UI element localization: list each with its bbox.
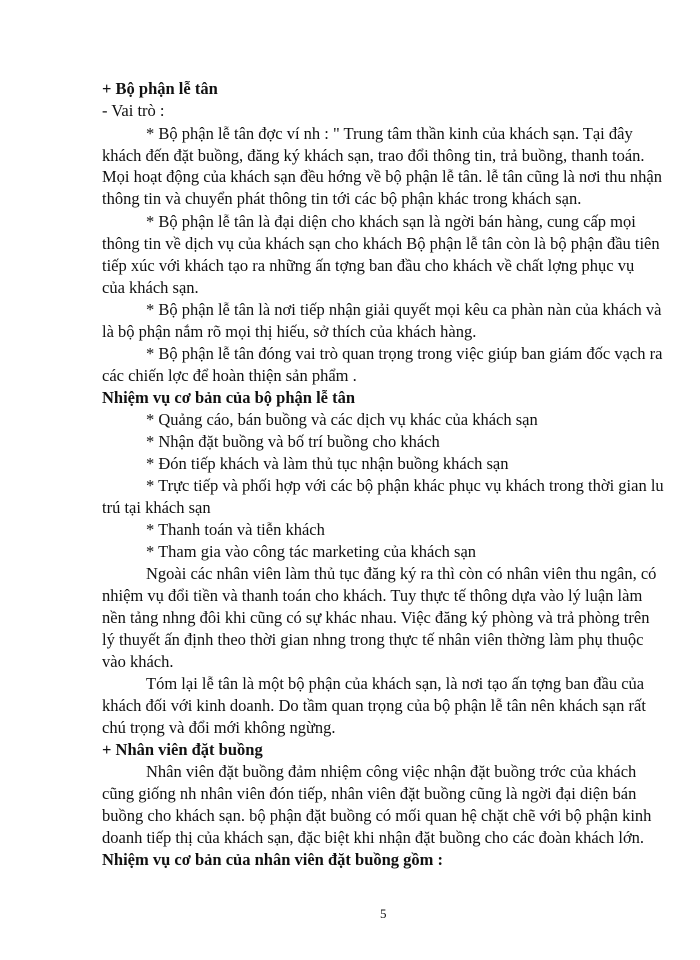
text-line: * Bộ phận lễ tân đóng vai trò quan trọng trong việc giúp ban giám đốc vạch ra xyxy=(146,344,663,363)
text-line: nhiệm vụ đổi tiền và thanh toán cho khách. Tuy thực tế thông dựa vào lý luận làm xyxy=(102,586,643,605)
text-line: doanh tiếp thị của khách sạn, đặc biệt khi nhận đặt buồng cho các đoàn khách lớn. xyxy=(102,828,645,847)
list-item: * Tham gia vào công tác marketing của khách sạn xyxy=(146,542,477,561)
text-line: Mọi hoạt động của khách sạn đều hớng về bộ phận lễ tân. lễ tân cũng là nơi thu nhận xyxy=(102,167,662,186)
page-number: 5 xyxy=(380,906,387,921)
text-line: chú trọng và đổi mới không ngừng. xyxy=(102,718,336,737)
text-line: khách đối với kinh doanh. Do tầm quan trọng của bộ phận lễ tân nên khách sạn rất xyxy=(102,696,646,715)
text-line: * Bộ phận lễ tân là đại diện cho khách sạn là ngời bán hàng, cung cấp mọi xyxy=(146,212,636,231)
text-line: nền tảng nhng đôi khi cũng có sự khác nhau. Việc đăng ký phòng và trả phòng trên xyxy=(102,608,650,627)
text-line: tiếp xúc với khách tạo ra những ấn tợng ban đầu cho khách về chất lợng phục vụ xyxy=(102,256,635,275)
text-line: buồng cho khách sạn. bộ phận đặt buồng có mối quan hệ chặt chẽ với bộ phận kinh xyxy=(102,806,652,825)
section-heading: Nhiệm vụ cơ bản của bộ phận lễ tân xyxy=(102,388,356,407)
text-line: của khách sạn. xyxy=(102,278,199,297)
text-line: thông tin về dịch vụ của khách sạn cho khách Bộ phận lễ tân còn là bộ phận đầu tiên xyxy=(102,234,660,253)
text-line: * Bộ phận lễ tân là nơi tiếp nhận giải quyết mọi kêu ca phàn nàn của khách và xyxy=(146,300,662,319)
text-line: cũng giống nh nhân viên đón tiếp, nhân viên đặt buồng cũng là ngời đại diện bán xyxy=(102,784,637,803)
text-line: * Bộ phận lễ tân đợc ví nh : " Trung tâm thần kinh của khách sạn. Tại đây xyxy=(146,124,633,143)
list-item: trú tại khách sạn xyxy=(102,498,211,517)
list-item: * Nhận đặt buồng và bố trí buồng cho khách xyxy=(146,432,440,451)
section-heading: + Nhân viên đặt buồng xyxy=(102,740,263,759)
text-line: thông tin và chuyển phát thông tin tới các bộ phận khác trong khách sạn. xyxy=(102,189,582,208)
list-item: * Trực tiếp và phối hợp với các bộ phận khác phục vụ khách trong thời gian lu xyxy=(146,476,664,495)
text-line: khách đến đặt buồng, đăng ký khách sạn, trao đổi thông tin, trả buồng, thanh toán. xyxy=(102,146,645,165)
text-line: các chiến lợc để hoàn thiện sản phẩm . xyxy=(102,366,357,385)
text-line: Ngoài các nhân viên làm thủ tục đăng ký ra thì còn có nhân viên thu ngân, có xyxy=(146,564,657,583)
text-line: Nhân viên đặt buồng đảm nhiệm công việc nhận đặt buồng trớc của khách xyxy=(146,762,637,781)
text-line: Tóm lại lễ tân là một bộ phận của khách sạn, là nơi tạo ấn tợng ban đầu của xyxy=(146,674,645,693)
list-item: * Quảng cáo, bán buồng và các dịch vụ khác của khách sạn xyxy=(146,410,538,429)
text-line: vào khách. xyxy=(102,652,174,671)
section-heading: Nhiệm vụ cơ bản của nhân viên đặt buồng gồm : xyxy=(102,850,444,869)
text-line: là bộ phận nắm rõ mọi thị hiếu, sở thích của khách hàng. xyxy=(102,322,477,341)
text-line: lý thuyết ấn định theo thời gian nhng trong thực tế nhân viên thờng làm phụ thuộc xyxy=(102,630,644,649)
list-item: * Thanh toán và tiễn khách xyxy=(146,520,325,539)
text-line: - Vai trò : xyxy=(102,101,165,120)
section-heading: + Bộ phận lễ tân xyxy=(102,79,218,98)
list-item: * Đón tiếp khách và làm thủ tục nhận buồng khách sạn xyxy=(146,454,509,473)
